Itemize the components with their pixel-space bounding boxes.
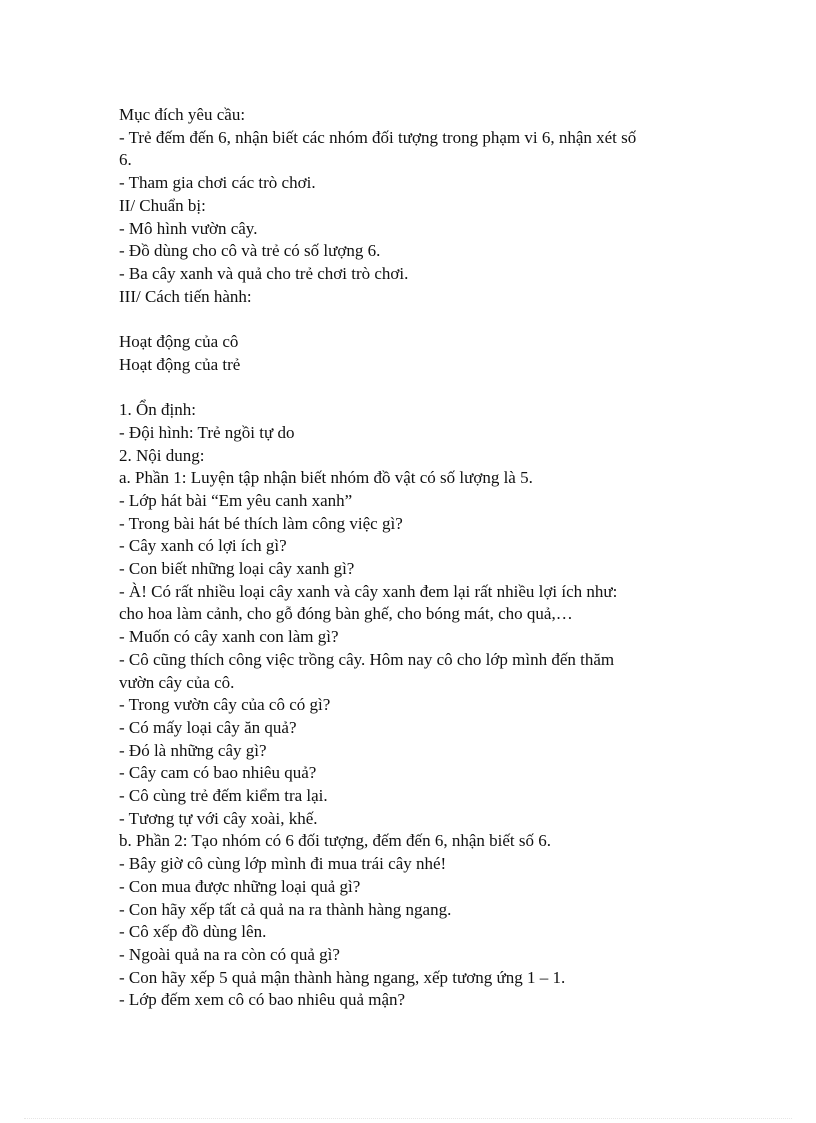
- part2-line: - Con mua được những loại quả gì?: [119, 876, 361, 896]
- part1-line: vườn cây của cô.: [119, 672, 235, 692]
- part2-line: - Con hãy xếp 5 quả mận thành hàng ngang, xếp tương ứng 1 – 1.: [119, 967, 566, 987]
- column-teacher-heading: Hoạt động của cô: [119, 332, 239, 352]
- part1-line: - Muốn có cây xanh con làm gì?: [119, 627, 339, 647]
- heading-procedure: III/ Cách tiến hành:: [119, 286, 252, 306]
- prepare-line: - Đồ dùng cho cô và trẻ có số lượng 6.: [119, 241, 381, 261]
- part1-line: - Trong vườn cây của cô có gì?: [119, 695, 331, 715]
- purpose-line: - Trẻ đếm đến 6, nhận biết các nhóm đối tượng trong phạm vi 6, nhận xét số: [119, 127, 637, 147]
- prepare-line: - Mô hình vườn cây.: [119, 218, 258, 238]
- part2-line: - Bây giờ cô cùng lớp mình đi mua trái cây nhé!: [119, 854, 447, 874]
- blank-line: [119, 376, 719, 399]
- column-children-heading: Hoạt động của trẻ: [119, 354, 241, 374]
- heading-purpose: Mục đích yêu cầu:: [119, 105, 246, 124]
- part1-line: - Cô cũng thích công việc trồng cây. Hôm nay cô cho lớp mình đến thăm: [119, 649, 615, 669]
- purpose-line: - Tham gia chơi các trò chơi.: [119, 173, 316, 193]
- purpose-line: 6.: [119, 150, 132, 170]
- part2-line: - Con hãy xếp tất cả quả na ra thành hàng ngang.: [119, 899, 452, 919]
- part2-line: - Lớp đếm xem cô có bao nhiêu quả mận?: [119, 990, 406, 1010]
- heading-prepare: II/ Chuẩn bị:: [119, 195, 206, 215]
- part1-line: - Đó là những cây gì?: [119, 740, 267, 760]
- document-body: [119, 104, 719, 1012]
- part1-line: - Lớp hát bài “Em yêu canh xanh”: [119, 490, 353, 510]
- blank-line: [119, 308, 719, 331]
- part1-line: - Cô cùng trẻ đếm kiểm tra lại.: [119, 786, 328, 806]
- section-stabilize: 1. Ổn định:: [119, 400, 196, 420]
- prepare-line: - Ba cây xanh và quả cho trẻ chơi trò chơi.: [119, 263, 409, 283]
- part2-line: - Cô xếp đồ dùng lên.: [119, 922, 267, 942]
- part1-line: - Có mấy loại cây ăn quả?: [119, 717, 297, 737]
- formation-line: - Đội hình: Trẻ ngồi tự do: [119, 422, 295, 442]
- part1-title: a. Phần 1: Luyện tập nhận biết nhóm đồ vật có số lượng là 5.: [119, 468, 533, 488]
- part1-line: cho hoa làm cảnh, cho gỗ đóng bàn ghế, cho bóng mát, cho quả,…: [119, 604, 573, 624]
- part2-line: - Ngoài quả na ra còn có quả gì?: [119, 944, 340, 964]
- part1-line: - Tương tự với cây xoài, khế.: [119, 808, 318, 828]
- page-bottom-border: [24, 1118, 792, 1119]
- part1-line: - Cây cam có bao nhiêu quả?: [119, 763, 317, 783]
- part1-line: - Con biết những loại cây xanh gì?: [119, 559, 355, 579]
- part1-line: - À! Có rất nhiều loại cây xanh và cây xanh đem lại rất nhiều lợi ích như:: [119, 581, 618, 601]
- part1-line: - Trong bài hát bé thích làm công việc gì?: [119, 513, 403, 533]
- heading-content: 2. Nội dung:: [119, 445, 205, 465]
- part2-title: b. Phần 2: Tạo nhóm có 6 đối tượng, đếm đến 6, nhận biết số 6.: [119, 831, 551, 851]
- part1-line: - Cây xanh có lợi ích gì?: [119, 536, 287, 556]
